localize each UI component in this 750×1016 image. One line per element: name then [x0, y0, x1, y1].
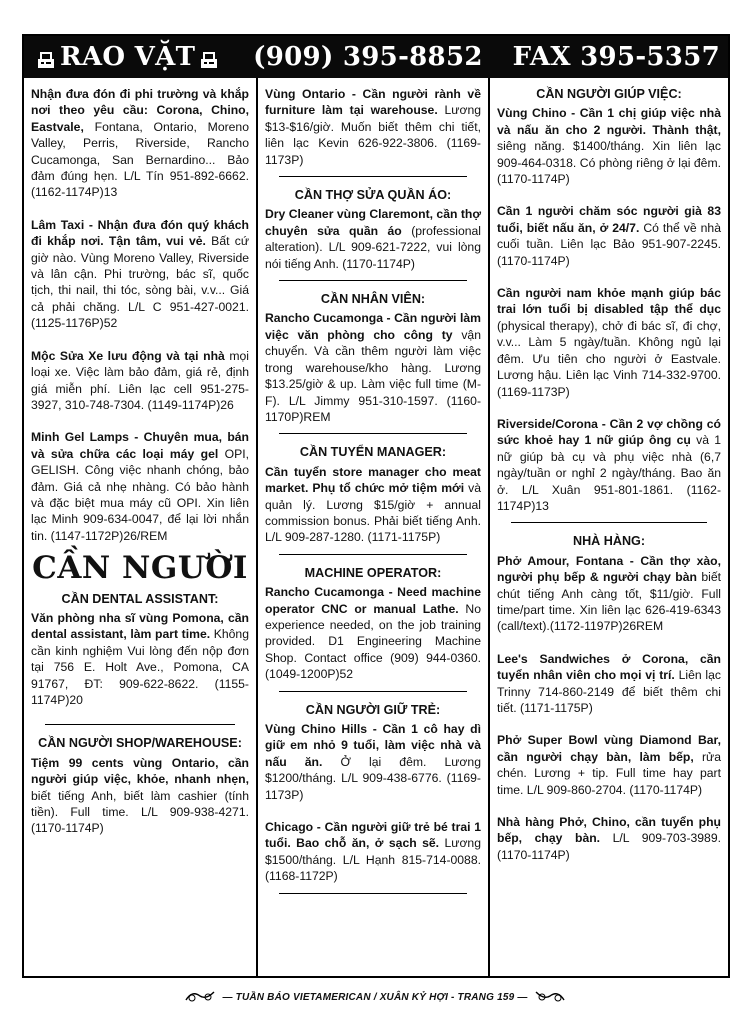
divider	[279, 893, 467, 894]
column-1	[24, 78, 258, 976]
classified-ad: Lâm Taxi - Nhận đưa đón quý khách đi khắp nơi. Tận tâm, vui vẻ. Bất cứ giờ nào. Vùng Moreno Valley, Riverside và lân cận. Phi trường, bác sĩ, quốc tịch, thi nail, thi tóc, sòng bài, v.v... Giá cả phải chăng. L/L C 951-427-0021. (1125-1176P)52	[31, 217, 249, 331]
fax-machine-icon	[36, 48, 56, 66]
section-title: CẦN TUYỂN MANAGER:	[299, 445, 447, 460]
banner-phone: (909) 395-8852	[253, 42, 483, 72]
section-title: CẦN THỢ SỬA QUẦN ÁO:	[294, 188, 452, 203]
classified-ad: Minh Gel Lamps - Chuyên mua, bán và sửa chữa các loại máy gel OPI, GELISH. Công việc nhanh chóng, bảo đảm. Giá cả nhẹ nhàng. Có bảo hành và đặc biệt mua máy cũ OPI. Xin liên lạc Minh 909-634-0047, để lại lời nhắn tin. (1147-1172P)26/REM	[31, 430, 249, 543]
divider	[279, 176, 467, 177]
divider	[279, 433, 467, 434]
classified-ad: Cần 1 người chăm sóc người già 83 tuổi, biết nấu ăn, ở 24/7. Có thể về nhà cuối tuần. Liên lạc Bảo 951-907-2245. (1170-1174P)	[497, 204, 721, 268]
divider	[279, 554, 467, 555]
section-title: CẦN NHÂN VIÊN:	[320, 292, 426, 307]
classified-ad: Văn phòng nha sĩ vùng Pomona, cần dental assistant, làm part time. Không cần kinh nghiệm Vui lòng đến nộp đơn tại 756 E. Holt Ave., Pomona, CA 91767, ĐT: 909-622-8622. (1155-1174P)20	[31, 610, 249, 707]
divider	[279, 691, 467, 692]
classified-ad: Tiệm 99 cents vùng Ontario, cần người giúp việc, khỏe, nhanh nhẹn, biết tiếng Anh, biết làm cashier (tính tiền). Full time. L/L 909-938-4271. (1170-1174P)	[31, 755, 249, 836]
section-title: CẦN NGƯỜI GIỮ TRẺ:	[305, 702, 441, 717]
divider	[279, 280, 467, 281]
divider	[511, 522, 707, 523]
classified-ad: Vùng Chino Hills - Cần 1 cô hay dì giữ em nhỏ 9 tuổi, làm việc nhà và nấu ăn. Ở lại đêm. Lương $1200/tháng. L/L 909-438-6776. (1169-1173P)	[265, 722, 481, 802]
section-title: CẦN NGƯỜI GIÚP VIỆC:	[536, 87, 682, 101]
column-2	[258, 78, 490, 976]
classified-ad: Dry Cleaner vùng Claremont, cần thợ chuyên sửa quần áo (professional alteration). L/L 909-621-7222, vui lòng nói tiếng Anh. (1170-1174P)	[265, 207, 481, 271]
header-banner	[24, 36, 728, 78]
banner-fax: FAX 395-5357	[512, 42, 720, 72]
classified-ad: Nhận đưa đón đi phi trường và khắp nơi theo yêu cầu: Corona, Chino, Eastvale, Fontana, Ontario, Moreno Valley, Perris, Riverside, Rancho Cucamonga, San Bernardino... Bảo đảm đúng hẹn. L/L Tín 951-892-6662. (1162-1174P)13	[31, 87, 249, 200]
classified-ad: Nhà hàng Phở, Chino, cần tuyển phụ bếp, chạy bàn. L/L 909-703-3989. (1170-1174P)	[497, 815, 721, 862]
section-title: NHÀ HÀNG:	[572, 534, 646, 549]
classified-ad: Vùng Chino - Cần 1 chị giúp việc nhà và nấu ăn cho 2 người. Thành thật, siêng năng. $1400/tháng. Xin liên lạc 909-464-0318. Có phòng riêng ở lại đêm. (1170-1174P)	[497, 106, 721, 187]
classified-ad: Chicago - Cần người giữ trẻ bé trai 1 tuổi. Bao chỗ ăn, ở sạch sẽ. Lương $1500/tháng. L/L Hạnh 815-714-0088. (1168-1172P)	[265, 820, 481, 884]
section-title: MACHINE OPERATOR:	[304, 565, 442, 580]
classified-ad: Lee's Sandwiches ở Corona, cần tuyển nhân viên cho mọi vị trí. Liên lạc Trinny 714-860-2149 để biết thêm chi tiết. (1171-1175P)	[497, 651, 721, 715]
footer-text: — TUẦN BÁO VIETAMERICAN / XUÂN KỶ HỢI - TRANG 159 —	[222, 991, 528, 1003]
column-3	[490, 78, 728, 976]
classifieds-frame	[22, 34, 730, 978]
classified-ad: Vùng Ontario - Cần người rành về furniture làm tại warehouse. Lương $13-$16/giờ. Muốn biết thêm chi tiết, liên lạc Kevin 626-922-3806. (1169-1173P)	[265, 87, 482, 167]
classified-ad: Cần người nam khỏe mạnh giúp bác trai lớn tuổi bị disabled tập thể dục (physical therapy), chở đi bác sĩ, đi chợ, v.v... Làm 5 ngày/tuần. Không ngủ lại đêm. Ưu tiên cho người ở Eastvale. Lương hậu. Liên lạc Vinh 714-332-9700. (1169-1173P)	[497, 286, 721, 399]
section-title: CẦN NGƯỜI SHOP/WAREHOUSE:	[38, 736, 242, 751]
classified-ad: Rancho Cucamonga - Need machine operator CNC or manual Lathe. No experience needed, on the job training provided. D1 Engineering Machine Shop. Contact office (909) 944-0360. (1049-1200P)52	[265, 585, 482, 682]
ornament-icon	[184, 988, 218, 1006]
classified-ad: Mộc Sửa Xe lưu động và tại nhà mọi loại xe. Việc làm bảo đảm, giá rẻ, định giá miễn phí. Liên lạc cell 951-275-3927, 310-748-7304. (1149-1174P)26	[31, 348, 249, 412]
classified-ad: Riverside/Corona - Cần 2 vợ chồng có sức khoẻ hay 1 nữ giúp ông cụ và 1 nữ giúp bà cụ và phụ việc nhà (6,7 ngày/tuần or nghỉ 2 ngày/tháng. Bao ăn ở. L/L Xuân 951-801-1861. (1162-1174P)13	[497, 416, 721, 513]
classified-ad: Cần tuyển store manager cho meat market. Phụ tổ chức mở tiệm mới và quản lý. Lương $15/giờ + annual commission bonus. Phải biết tiếng Anh. L/L 909-287-1280. (1171-1175P)	[265, 464, 481, 545]
section-heading-can-nguoi: CẦN NGƯỜI	[32, 550, 248, 587]
divider	[45, 724, 235, 725]
fax-machine-icon	[199, 48, 219, 66]
classified-ad: Rancho Cucamonga - Cần người làm việc văn phòng cho công ty vận chuyển. Và cần thêm người làm việc trong warehouse/kho hàng. Lương $13.25/giờ & up. Làm việc full time (M-F). L/L Jimmy 951-310-1597. (1160-1170P)REM	[265, 311, 481, 424]
classified-ad: Phở Super Bowl vùng Diamond Bar, cần người chạy bàn, làm bếp, rửa chén. Lương + tip. Full time hay part time. L/L 909-860-2704. (1170-1174P)	[497, 733, 721, 797]
classified-ad: Phở Amour, Fontana - Cần thợ xào, người phụ bếp & người chạy bàn biết chút tiếng Anh càng tốt, $11/giờ. Full time/part time. Xin liên lạc 626-419-6343 (call/text).(1172-1197P)26REM	[497, 553, 721, 634]
ornament-icon	[532, 988, 566, 1006]
banner-title: RAO VẶT	[60, 42, 196, 72]
page-footer	[0, 984, 750, 1010]
section-title: CẦN DENTAL ASSISTANT:	[61, 591, 219, 606]
